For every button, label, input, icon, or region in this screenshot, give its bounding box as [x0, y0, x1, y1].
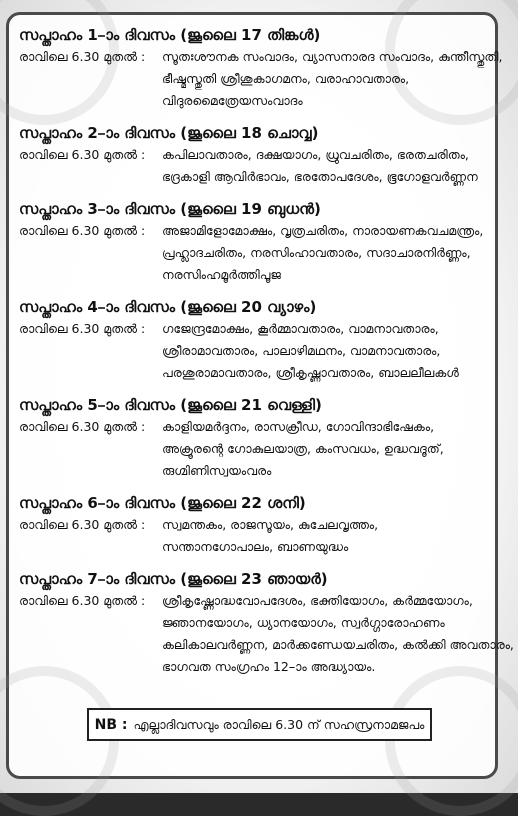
- day-block: [14, 568, 514, 678]
- day-block: [14, 122, 494, 188]
- event-list: [162, 144, 492, 188]
- day-block: [14, 24, 503, 112]
- event-line: വിദുരമൈത്രേയസംവാദം: [162, 93, 303, 108]
- event-list: [162, 416, 492, 482]
- day-title: സപ്താഹം 2–ാം ദിവസം (ജൂലൈ 18 ചൊവ്വ): [19, 124, 319, 142]
- event-line: ഭാഗവത സംഗ്രഹം 12–ാം അദ്ധ്യായം.: [162, 659, 376, 674]
- event-line: നരസിംഹമൂർത്തിപൂജ: [162, 267, 281, 282]
- day-title: സപ്താഹം 7–ാം ദിവസം (ജൂലൈ 23 ഞായർ): [19, 570, 328, 588]
- event-line: ജ്ഞാനയോഗം, ധ്യാനയോഗം, സ്വർഗ്ഗാരോഹണം: [162, 615, 445, 630]
- day-title: സപ്താഹം 5–ാം ദിവസം (ജൂലൈ 21 വെള്ളി): [19, 396, 322, 414]
- day-schedule-row: [14, 318, 494, 384]
- event-line: ഭദ്രകാളി ആവിർഭാവം, ഭരതോപദേശം, ഭൂഗോളവർണ്ണന: [162, 169, 478, 184]
- event-list: [162, 46, 503, 112]
- day-schedule-row: [14, 590, 514, 678]
- day-schedule-row: [14, 144, 494, 188]
- day-block: [14, 296, 494, 384]
- day-schedule-row: [14, 46, 503, 112]
- time-label: രാവിലെ 6.30 മുതൽ :: [19, 419, 146, 434]
- event-line: സ്വമന്തകം, രാജസൂയം, കുചേലവൃത്തം,: [162, 517, 379, 532]
- event-list: [162, 514, 492, 558]
- day-schedule-row: [14, 416, 494, 482]
- event-list: [162, 590, 514, 678]
- time-label: രാവിലെ 6.30 മുതൽ :: [19, 517, 146, 532]
- day-schedule-row: [14, 220, 494, 286]
- day-block: [14, 198, 494, 286]
- day-block: [14, 492, 494, 558]
- time-label: രാവിലെ 6.30 മുതൽ :: [19, 223, 146, 238]
- event-list: [162, 318, 492, 384]
- event-line: ശ്രീരാമാവതാരം, പാലാഴിമഥനം, വാമനാവതാരം,: [162, 343, 441, 358]
- event-line: അജാമിളോമോക്ഷം, വൃത്രചരിതം, നാരായണകവചമന്ത്രം,: [162, 223, 484, 238]
- event-line: ഭീഷ്മസ്തുതി ശ്രീശുകാഗമനം, വരാഹാവതാരം,: [162, 71, 410, 86]
- schedule-list: [14, 24, 514, 688]
- day-schedule-row: [14, 514, 494, 558]
- note-label: NB :: [94, 716, 128, 733]
- corner-ornament: [0, 666, 119, 816]
- event-line: കലികാലവർണ്ണന, മാർക്കണ്ഡേയചരിതം, കൽക്കി അവതാരം,: [162, 637, 514, 652]
- time-label: രാവിലെ 6.30 മുതൽ :: [19, 593, 146, 608]
- day-block: [14, 394, 494, 482]
- event-line: ഗജേന്ദ്രമോക്ഷം, കൂർമ്മാവതാരം, വാമനാവതാരം,: [162, 321, 439, 336]
- time-label: രാവിലെ 6.30 മുതൽ :: [19, 49, 146, 64]
- event-line: കാളിയമർദ്ദനം, രാസക്രീഡ, ഗോവിന്ദാഭിഷേകം,: [162, 419, 435, 434]
- event-line: കപിലാവതാരം, ദക്ഷയാഗം, ധ്രുവചരിതം, ഭരതചരിതം,: [162, 147, 469, 162]
- day-title: സപ്താഹം 4–ാം ദിവസം (ജൂലൈ 20 വ്യാഴം): [19, 298, 317, 316]
- note-text: എല്ലാദിവസവും രാവിലെ 6.30 ന് സഹസ്രനാമജപം: [133, 716, 425, 732]
- event-line: അക്രൂരന്റെ ഗോകുലയാത്ര, കംസവധം, ഉദ്ധവദൂത്,: [162, 441, 444, 456]
- event-list: [162, 220, 492, 286]
- day-title: സപ്താഹം 1–ാം ദിവസം (ജൂലൈ 17 തിങ്കൾ): [19, 26, 321, 44]
- event-line: രുഗ്മിണിസ്വയംവരം: [162, 463, 272, 478]
- event-line: ശ്രീകൃഷ്ണോദ്ധവോപദേശം, ഭക്തിയോഗം, കർമ്മയോഗം,: [162, 593, 473, 608]
- event-line: സന്താനഗോപാലം, ബാണയുദ്ധം: [162, 539, 349, 554]
- corner-ornament: [385, 666, 518, 816]
- event-line: സൂതഃശൗനക സംവാദം, വ്യാസനാരദ സംവാദം, കുന്തീസ്തുതി,: [162, 49, 503, 64]
- day-title: സപ്താഹം 3–ാം ദിവസം (ജൂലൈ 19 ബുധൻ): [19, 200, 321, 218]
- day-title: സപ്താഹം 6–ാം ദിവസം (ജൂലൈ 22 ശനി): [19, 494, 306, 512]
- event-line: പരശുരാമാവതാരം, ശ്രീകൃഷ്ണാവതാരം, ബാലലീലകൾ: [162, 365, 459, 380]
- note-box: [87, 708, 432, 741]
- time-label: രാവിലെ 6.30 മുതൽ :: [19, 321, 146, 336]
- event-line: പ്രഹ്ലാദചരിതം, നരസിംഹാവതാരം, സദാചാരനിർണ്ണം,: [162, 245, 471, 260]
- time-label: രാവിലെ 6.30 മുതൽ :: [19, 147, 146, 162]
